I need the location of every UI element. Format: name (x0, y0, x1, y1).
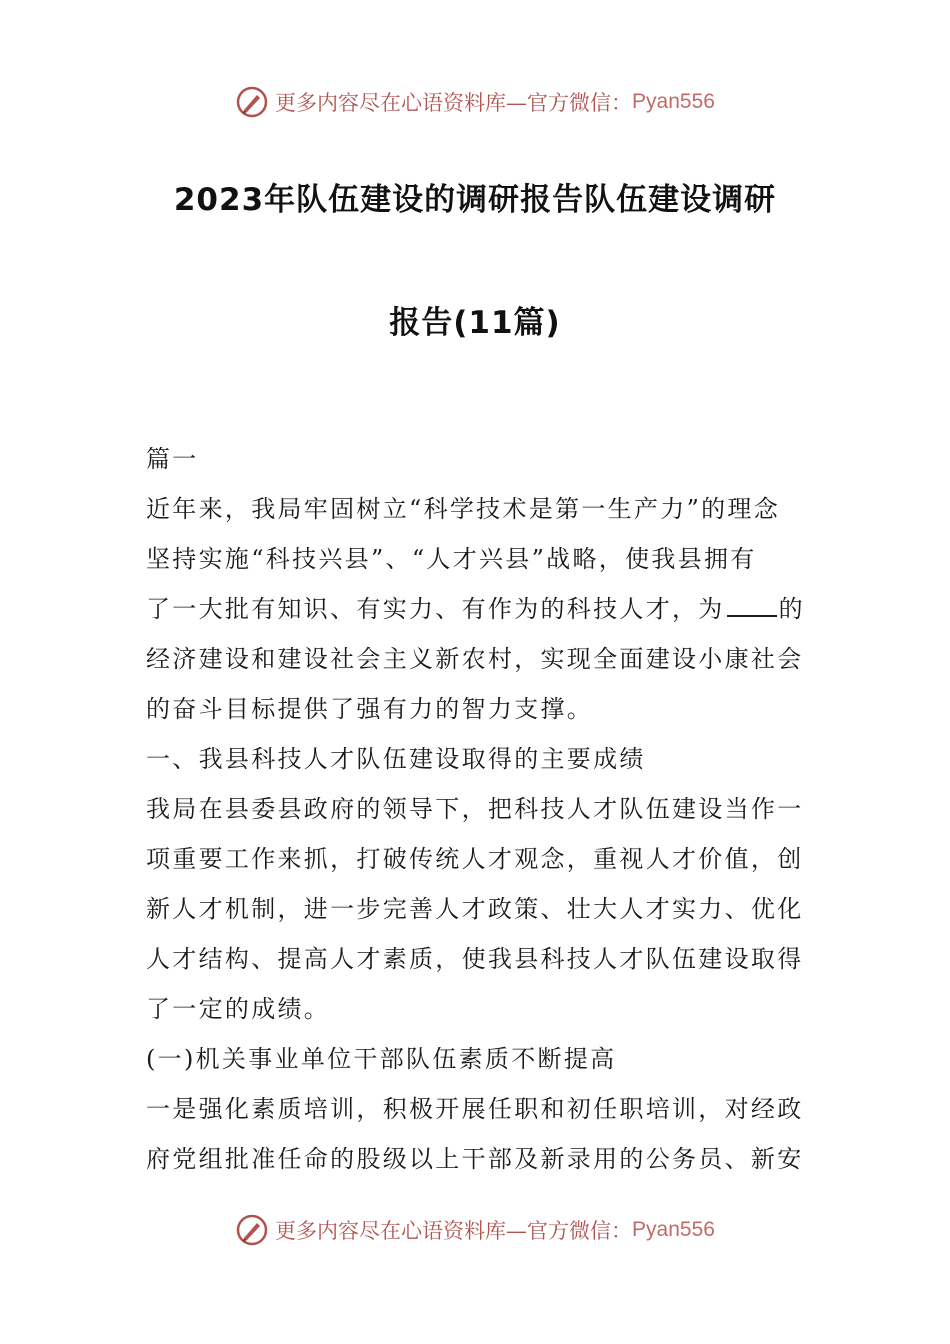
header-watermark-banner (0, 82, 950, 122)
paragraph-line: 项重要工作来抓，打破传统人才观念，重视人才价值，创 (146, 845, 804, 873)
paragraph-line: 人才结构、提高人才素质，使我县科技人才队伍建设取得 (146, 945, 804, 973)
document-title-line-2: 报告(11篇) (389, 305, 561, 341)
banner-text: 更多内容尽在心语资料库—官方微信： (275, 1219, 633, 1243)
paragraph-line: 经济建设和建设社会主义新农村，实现全面建设小康社会 (146, 645, 804, 673)
paragraph-line: 我局在县委县政府的领导下，把科技人才队伍建设当作一 (146, 795, 804, 823)
section-heading: 一、我县科技人才队伍建设取得的主要成绩 (146, 745, 646, 773)
paragraph-text: 的 (778, 595, 805, 623)
paragraph-line: 一是强化素质培训，积极开展任职和初任职培训，对经政 (146, 1095, 804, 1123)
paragraph-line: 坚持实施“科技兴县”、“人才兴县”战略，使我县拥有 (146, 545, 757, 573)
paragraph-line: 府党组批准任命的股级以上干部及新录用的公务员、新安 (146, 1145, 804, 1173)
banner-text: 更多内容尽在心语资料库—官方微信： (275, 91, 633, 115)
paragraph-line-with-blank (146, 584, 806, 634)
banner-handle: Pyan556 (632, 90, 715, 113)
paragraph-text: 了一大批有知识、有实力、有作为的科技人才，为 (146, 595, 725, 623)
document-body (146, 434, 806, 1184)
banner-handle: Pyan556 (632, 1218, 715, 1241)
document-title-line-1: 2023年队伍建设的调研报告队伍建设调研 (173, 182, 777, 218)
subsection-heading: (一)机关事业单位干部队伍素质不断提高 (146, 1045, 617, 1073)
fill-in-blank (727, 593, 777, 617)
pen-circle-logo-icon (235, 1213, 269, 1247)
pen-circle-logo-icon (235, 85, 269, 119)
paragraph-line: 近年来，我局牢固树立“科学技术是第一生产力”的理念 (146, 495, 781, 523)
paragraph-line: 的奋斗目标提供了强有力的智力支撑。 (146, 695, 594, 723)
paragraph-line: 了一定的成绩。 (146, 995, 331, 1023)
section-label: 篇一 (146, 445, 199, 473)
footer-watermark-banner (0, 1210, 950, 1250)
paragraph-line: 新人才机制，进一步完善人才政策、壮大人才实力、优化 (146, 895, 804, 923)
